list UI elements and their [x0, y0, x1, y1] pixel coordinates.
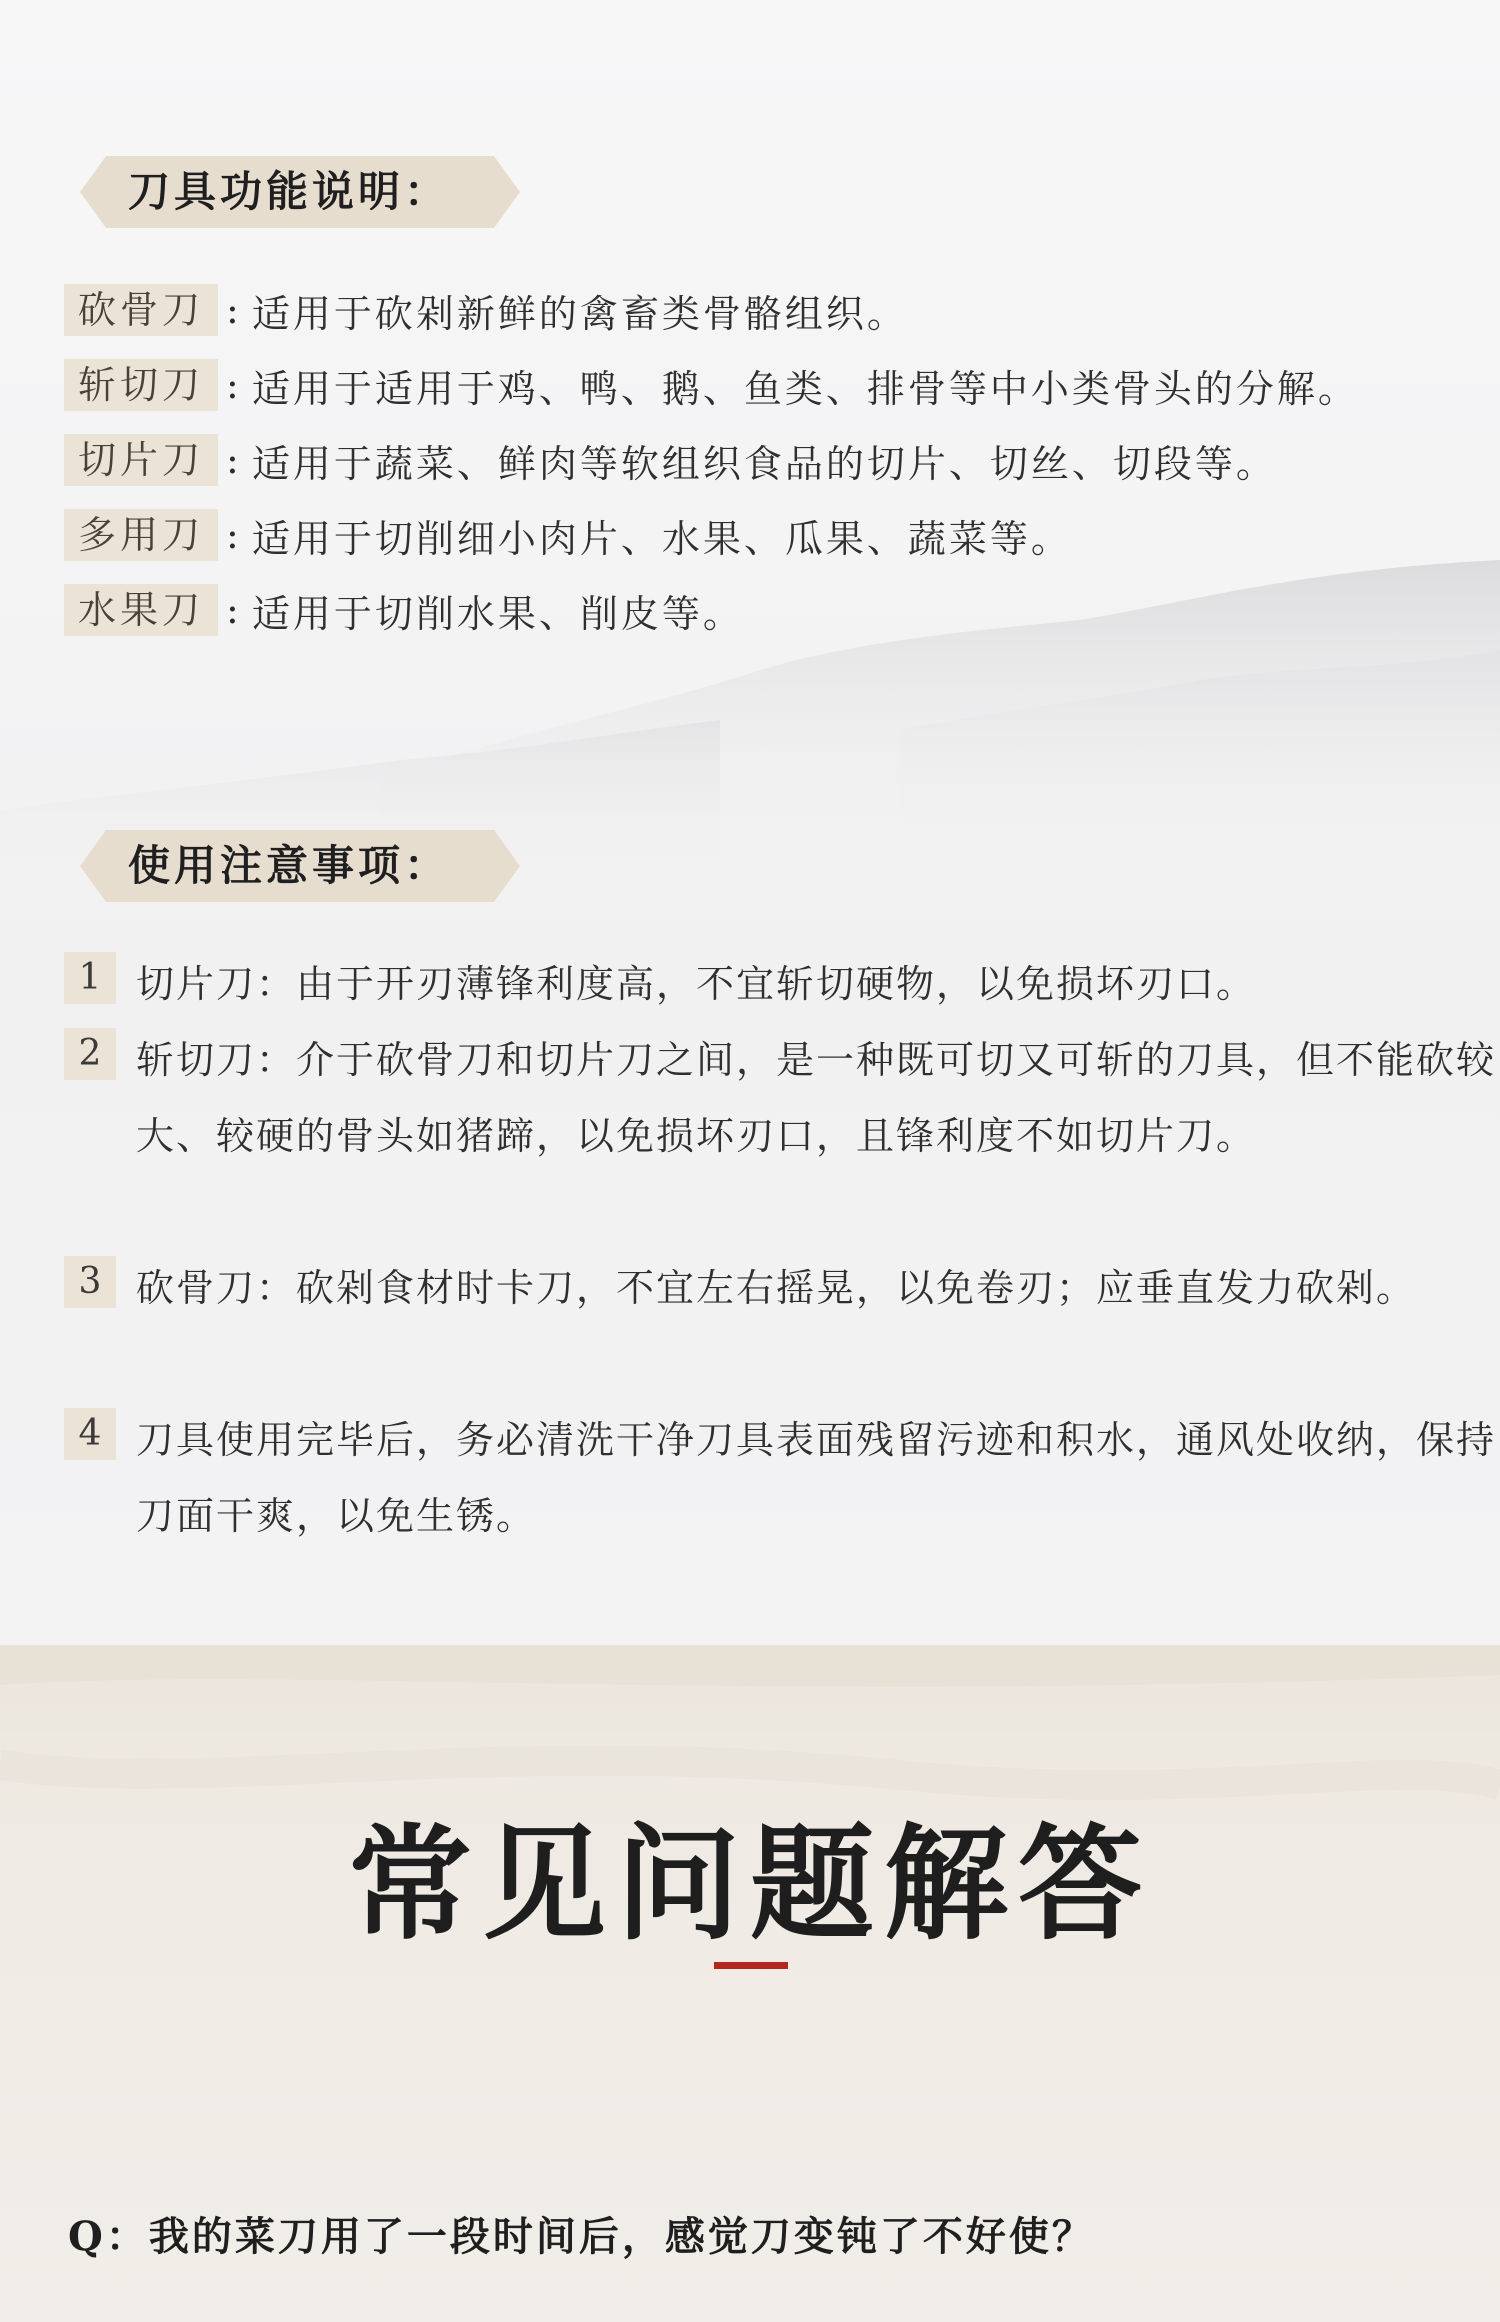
note-number: 3: [64, 1256, 116, 1308]
knife-description: 适用于切削细小肉片、水果、瓜果、蔬菜等。: [251, 516, 1072, 561]
note-text: 切片刀：由于开刃薄锋利度高，不宜斩切硬物，以免损坏刃口。: [136, 962, 1257, 1006]
knife-name: 切片刀: [64, 434, 218, 486]
note-number: 4: [64, 1408, 116, 1460]
knife-name: 水果刀: [64, 584, 218, 636]
knife-item: 斩切刀 : 适用于适用于鸡、鸭、鹅、鱼类、排骨等中小类骨头的分解。: [64, 355, 1359, 415]
knife-name: 砍骨刀: [64, 284, 218, 336]
knife-item: 多用刀 : 适用于切削细小肉片、水果、瓜果、蔬菜等。: [64, 505, 1072, 565]
functions-section-tag: [80, 152, 520, 232]
note-text: 砍骨刀：砍剁食材时卡刀，不宜左右摇晃，以免卷刃；应垂直发力砍剁。: [136, 1266, 1417, 1310]
knife-item: 水果刀 : 适用于切削水果、削皮等。: [64, 580, 744, 640]
notes-section-title: 使用注意事项：: [128, 841, 451, 890]
faq-section: [0, 1645, 1500, 2322]
notes-section-tag: [80, 826, 520, 906]
knife-description: 适用于适用于鸡、鸭、鹅、鱼类、排骨等中小类骨头的分解。: [251, 366, 1359, 411]
faq-question: Q：我的菜刀用了一段时间后，感觉刀变钝了不好使？: [68, 2213, 1095, 2260]
note-text: 斩切刀：介于砍骨刀和切片刀之间，是一种既可切又可斩的刀具，但不能砍较大、较硬的骨头如猪蹄，以免损坏刃口，且锋利度不如切片刀。: [136, 1038, 1497, 1158]
functions-section-title: 刀具功能说明：: [128, 167, 451, 216]
knife-description: 适用于砍剁新鲜的禽畜类骨骼组织。: [251, 291, 908, 336]
faq-title: 常见问题解答: [347, 1812, 1152, 1957]
title-underline: [714, 1962, 788, 1969]
knife-name: 多用刀: [64, 509, 218, 561]
knife-description: 适用于切削水果、削皮等。: [251, 591, 744, 636]
note-number: 2: [64, 1028, 116, 1080]
note-text: 刀具使用完毕后，务必清洗干净刀具表面残留污迹和积水，通风处收纳，保持刀面干爽，以免生锈。: [136, 1418, 1497, 1538]
note-number: 1: [64, 952, 116, 1004]
knife-description: 适用于蔬菜、鲜肉等软组织食品的切片、切丝、切段等。: [251, 441, 1277, 486]
knife-item: 砍骨刀 : 适用于砍剁新鲜的禽畜类骨骼组织。: [64, 280, 908, 340]
knife-item: 切片刀 : 适用于蔬菜、鲜肉等软组织食品的切片、切丝、切段等。: [64, 430, 1277, 490]
knife-name: 斩切刀: [64, 359, 218, 411]
